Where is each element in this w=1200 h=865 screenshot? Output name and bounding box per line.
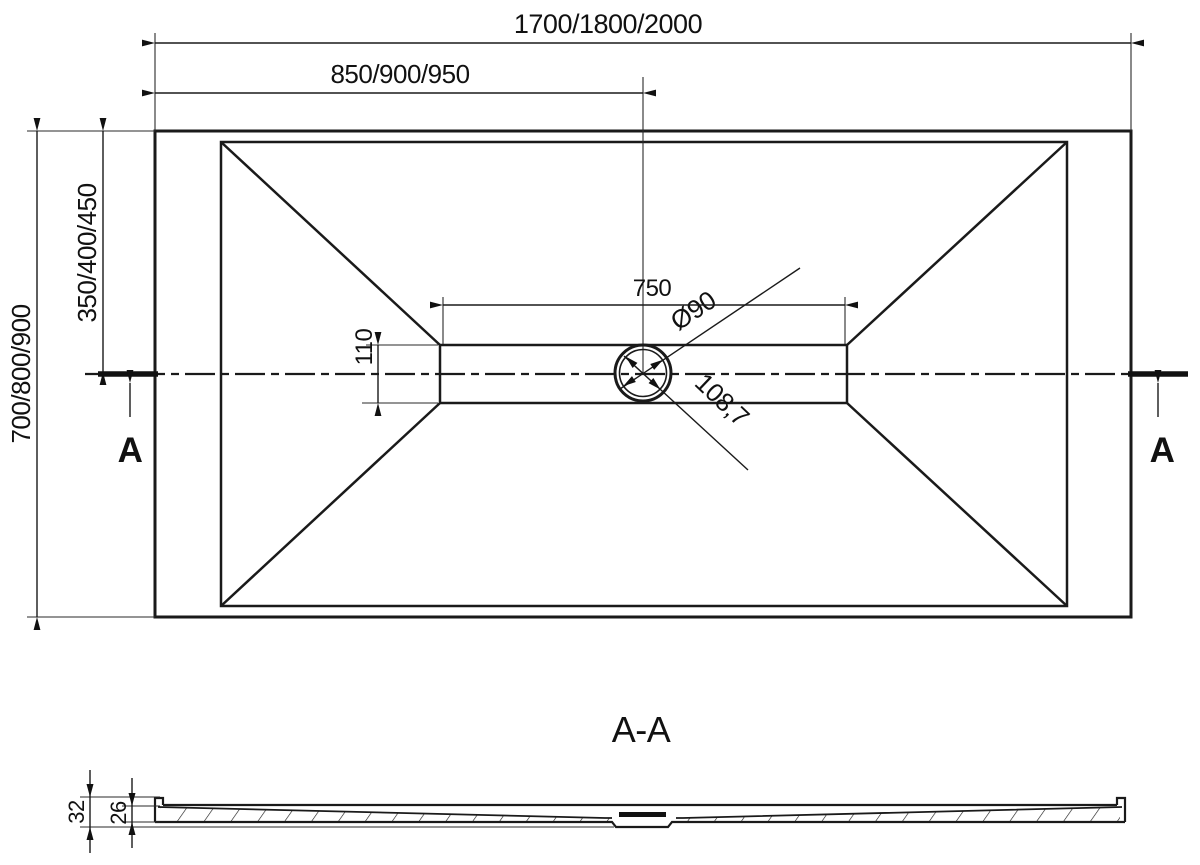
extension-lines (27, 33, 1131, 617)
dim-width-half (72, 131, 103, 372)
dim-length-half (155, 59, 643, 93)
dim-total-height (64, 770, 94, 853)
dim-width-half-label: 350/400/450 (72, 183, 102, 323)
drain-plate (619, 812, 666, 817)
dim-length (155, 9, 1131, 43)
section-label-left: A (117, 431, 143, 470)
dim-length-label: 1700/1800/2000 (513, 9, 703, 39)
dim-width (6, 131, 37, 617)
dim-channel-length (443, 275, 845, 305)
section-label-right: A (1149, 431, 1175, 470)
section-title: A-A (611, 709, 671, 750)
dim-length-half-label: 850/900/950 (330, 59, 470, 89)
top-view (6, 9, 1188, 617)
dim-channel-width (351, 328, 378, 403)
drain-flange-label: 108,7 (689, 367, 756, 432)
dim-width-label: 700/800/900 (6, 304, 36, 444)
dim-total-height-label: 32 (64, 800, 89, 824)
section-view (64, 709, 1125, 853)
dim-edge-thickness (106, 778, 136, 848)
dim-edge-thickness-label: 26 (106, 801, 131, 825)
dim-channel-length-label: 750 (632, 275, 672, 302)
drain-diameter-label: Ø90 (664, 284, 722, 337)
dim-channel-width-label: 110 (351, 328, 378, 366)
section-cut-marks (98, 374, 1188, 470)
